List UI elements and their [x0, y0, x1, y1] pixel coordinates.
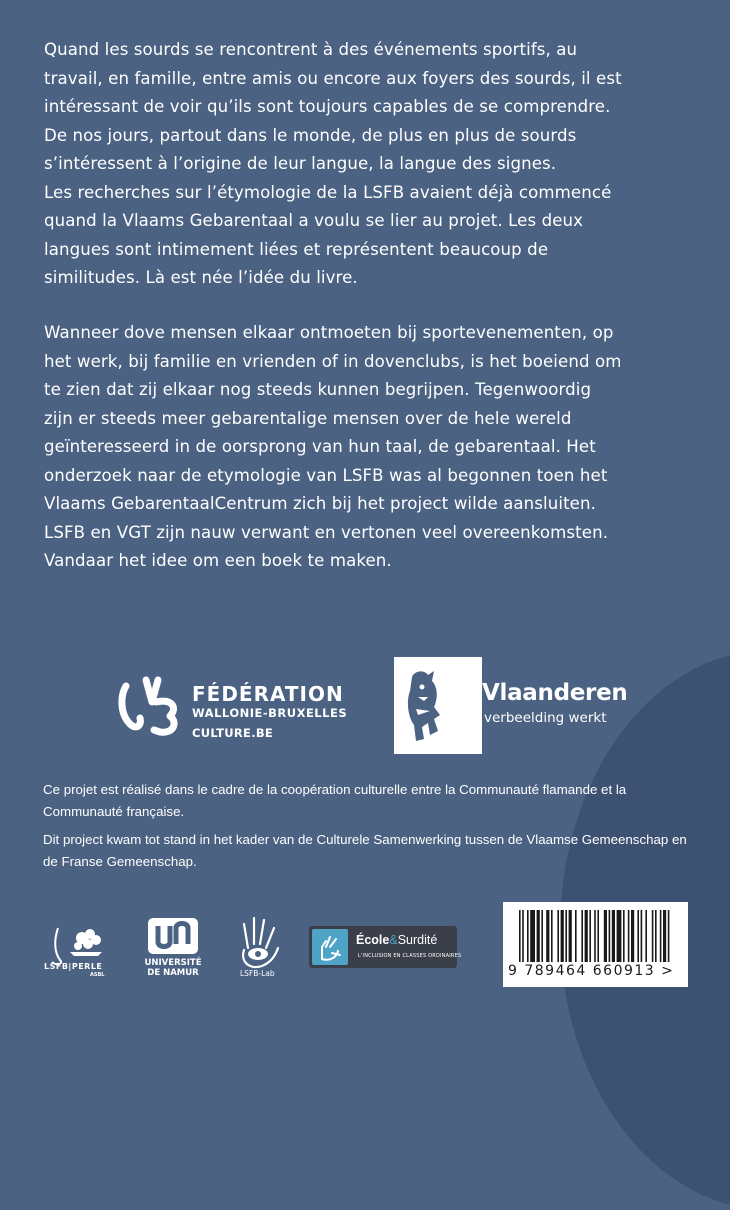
french-line: quand la Vlaams Gebarentaal a voulu se lier au projet. Les deux: [44, 211, 584, 230]
french-line: De nos jours, partout dans le monde, de plus en plus de sourds: [44, 125, 577, 145]
french-line: Les recherches sur l’étymologie de la LSFB avaient déjà commencé: [44, 182, 612, 202]
french-line: intéressant de voir qu’ils sont toujours capables de se comprendre.: [44, 97, 611, 116]
ecole-name: [356, 933, 437, 947]
perle-label: LSFB|PERLE: [44, 962, 103, 971]
flemish-lion-icon: [394, 657, 482, 754]
ecole-name-b: Surdité: [397, 933, 438, 947]
dutch-line: te zien dat zij elkaar nog steeds kunnen begrijpen. Tegenwoordig: [44, 380, 592, 399]
namur-label: [140, 958, 206, 978]
ecole-hand-icon: [312, 929, 348, 965]
ecole-tagline: L'INCLUSION EN CLASSES ORDINAIRES: [358, 953, 462, 959]
french-line: Quand les sourds se rencontrent à des événements sportifs, au: [44, 40, 578, 59]
french-line: similitudes. Là est née l’idée du livre.: [44, 268, 358, 287]
dutch-line: zijn er steeds meer gebarentalige mensen over de hele wereld: [44, 408, 572, 428]
dutch-line: Vlaams GebarentaalCentrum zich bij het project wilde aansluiten.: [44, 494, 596, 513]
fwb-monogram-icon: [116, 672, 186, 742]
namur-line1: UNIVERSITÉ: [144, 958, 202, 968]
french-line: travail, en famille, entre amis ou encore aux foyers des sourds, il est: [44, 68, 622, 88]
fwb-title: FÉDÉRATION: [192, 682, 344, 706]
fwb-site: CULTURE.BE: [192, 726, 274, 740]
perle-sublabel: ASBL: [90, 972, 105, 978]
isbn-digits: 9 789464 660913 >: [508, 963, 675, 979]
dutch-line: Vandaar het idee om een boek te maken.: [44, 551, 392, 570]
ecole-name-amp: &: [389, 933, 398, 947]
vlaanderen-logo-box: [394, 657, 482, 754]
fwb-subtitle: WALLONIE-BRUXELLES: [192, 706, 348, 720]
perle-flower-icon: [44, 922, 116, 980]
french-paragraph: [44, 36, 688, 293]
credit-dutch: Dit project kwam tot stand in het kader van de Culturele Samenwerking tussen de Vlaamse Gemeenschap en de Franse Gemeenschap.: [43, 832, 687, 869]
lab-label: LSFB-Lab: [240, 969, 275, 978]
namur-line2: DE NAMUR: [147, 968, 199, 978]
dutch-line: onderzoek naar de etymologie van LSFB was al begonnen toen het: [44, 465, 608, 485]
vlaanderen-tagline: verbeelding werkt: [484, 710, 607, 726]
barcode-bars: [503, 902, 688, 964]
dutch-line: geïnteresseerd in de oorsprong van hun taal, de gebarentaal. Het: [44, 437, 596, 456]
french-line: langues sont intimement liées et représentent beaucoup de: [44, 239, 549, 259]
dutch-line: Wanneer dove mensen elkaar ontmoeten bij sportevenementen, op: [44, 323, 614, 342]
dutch-paragraph: [44, 319, 688, 576]
french-line: s’intéressent à l’origine de leur langue, la langue des signes.: [44, 154, 557, 173]
credit-french: Ce projet est réalisé dans le cadre de la coopération culturelle entre la Communauté flamande et la Communauté française.: [43, 782, 627, 819]
ecole-name-a: École: [356, 933, 390, 947]
dutch-line: LSFB en VGT zijn nauw verwant en vertonen veel overeenkomsten.: [44, 522, 609, 542]
dutch-line: het werk, bij familie en vrienden of in dovenclubs, is het boeiend om: [44, 351, 622, 371]
vlaanderen-name: Vlaanderen: [482, 680, 628, 706]
